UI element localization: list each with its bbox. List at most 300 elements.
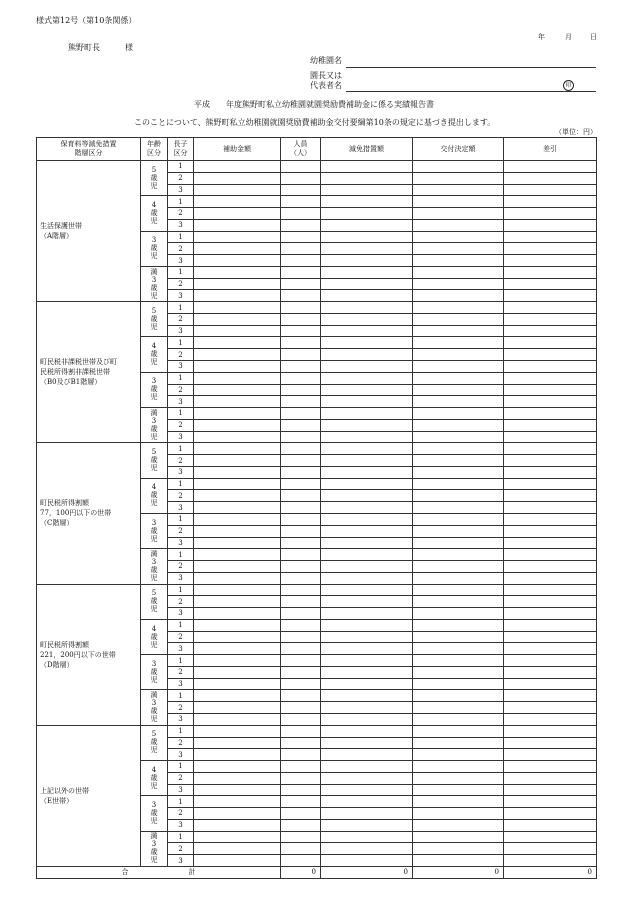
difference-input[interactable] [504,690,597,702]
difference-input[interactable] [504,819,597,831]
decided-input[interactable] [413,678,504,690]
reduction-input[interactable] [321,396,413,408]
persons-input[interactable] [281,843,321,855]
decided-input[interactable] [413,525,504,537]
subsidy-input[interactable] [194,808,281,820]
persons-input[interactable] [281,490,321,502]
persons-input[interactable] [281,761,321,773]
reduction-input[interactable] [321,184,413,196]
persons-input[interactable] [281,161,321,173]
subsidy-input[interactable] [194,361,281,373]
reduction-input[interactable] [321,772,413,784]
reduction-input[interactable] [321,337,413,349]
reduction-input[interactable] [321,666,413,678]
decided-input[interactable] [413,725,504,737]
persons-input[interactable] [281,243,321,255]
reduction-input[interactable] [321,596,413,608]
reduction-input[interactable] [321,419,413,431]
subsidy-input[interactable] [194,419,281,431]
reduction-input[interactable] [321,737,413,749]
persons-input[interactable] [281,796,321,808]
persons-input[interactable] [281,478,321,490]
decided-input[interactable] [413,737,504,749]
persons-input[interactable] [281,302,321,314]
reduction-input[interactable] [321,643,413,655]
subsidy-input[interactable] [194,161,281,173]
persons-input[interactable] [281,631,321,643]
decided-input[interactable] [413,325,504,337]
persons-input[interactable] [281,808,321,820]
subsidy-input[interactable] [194,549,281,561]
persons-input[interactable] [281,690,321,702]
reduction-input[interactable] [321,196,413,208]
persons-input[interactable] [281,584,321,596]
subsidy-input[interactable] [194,372,281,384]
decided-input[interactable] [413,243,504,255]
persons-input[interactable] [281,431,321,443]
difference-input[interactable] [504,643,597,655]
difference-input[interactable] [504,772,597,784]
persons-input[interactable] [281,231,321,243]
difference-input[interactable] [504,549,597,561]
difference-input[interactable] [504,525,597,537]
difference-input[interactable] [504,608,597,620]
difference-input[interactable] [504,831,597,843]
subsidy-input[interactable] [194,537,281,549]
subsidy-input[interactable] [194,761,281,773]
difference-input[interactable] [504,172,597,184]
persons-input[interactable] [281,655,321,667]
reduction-input[interactable] [321,290,413,302]
difference-input[interactable] [504,666,597,678]
persons-input[interactable] [281,525,321,537]
subsidy-input[interactable] [194,690,281,702]
reduction-input[interactable] [321,325,413,337]
persons-input[interactable] [281,208,321,220]
subsidy-input[interactable] [194,737,281,749]
persons-input[interactable] [281,737,321,749]
subsidy-input[interactable] [194,513,281,525]
decided-input[interactable] [413,455,504,467]
persons-input[interactable] [281,372,321,384]
subsidy-input[interactable] [194,784,281,796]
difference-input[interactable] [504,196,597,208]
difference-input[interactable] [504,596,597,608]
decided-input[interactable] [413,619,504,631]
reduction-input[interactable] [321,819,413,831]
subsidy-input[interactable] [194,219,281,231]
reduction-input[interactable] [321,384,413,396]
difference-input[interactable] [504,266,597,278]
persons-input[interactable] [281,643,321,655]
difference-input[interactable] [504,337,597,349]
subsidy-input[interactable] [194,796,281,808]
difference-input[interactable] [504,502,597,514]
persons-input[interactable] [281,619,321,631]
reduction-input[interactable] [321,572,413,584]
subsidy-input[interactable] [194,196,281,208]
reduction-input[interactable] [321,655,413,667]
difference-input[interactable] [504,290,597,302]
reduction-input[interactable] [321,725,413,737]
subsidy-input[interactable] [194,702,281,714]
difference-input[interactable] [504,855,597,867]
persons-input[interactable] [281,290,321,302]
subsidy-input[interactable] [194,231,281,243]
decided-input[interactable] [413,572,504,584]
reduction-input[interactable] [321,408,413,420]
decided-input[interactable] [413,819,504,831]
decided-input[interactable] [413,761,504,773]
decided-input[interactable] [413,596,504,608]
subsidy-input[interactable] [194,313,281,325]
subsidy-input[interactable] [194,843,281,855]
subsidy-input[interactable] [194,772,281,784]
persons-input[interactable] [281,784,321,796]
difference-input[interactable] [504,396,597,408]
persons-input[interactable] [281,313,321,325]
difference-input[interactable] [504,513,597,525]
decided-input[interactable] [413,396,504,408]
reduction-input[interactable] [321,431,413,443]
difference-input[interactable] [504,843,597,855]
difference-input[interactable] [504,184,597,196]
subsidy-input[interactable] [194,608,281,620]
reduction-input[interactable] [321,549,413,561]
subsidy-input[interactable] [194,666,281,678]
difference-input[interactable] [504,631,597,643]
decided-input[interactable] [413,161,504,173]
decided-input[interactable] [413,478,504,490]
decided-input[interactable] [413,184,504,196]
subsidy-input[interactable] [194,302,281,314]
difference-input[interactable] [504,302,597,314]
decided-input[interactable] [413,419,504,431]
difference-input[interactable] [504,490,597,502]
persons-input[interactable] [281,725,321,737]
decided-input[interactable] [413,337,504,349]
reduction-input[interactable] [321,749,413,761]
reduction-input[interactable] [321,478,413,490]
subsidy-input[interactable] [194,396,281,408]
reduction-input[interactable] [321,255,413,267]
difference-input[interactable] [504,384,597,396]
difference-input[interactable] [504,737,597,749]
decided-input[interactable] [413,713,504,725]
persons-input[interactable] [281,702,321,714]
decided-input[interactable] [413,290,504,302]
decided-input[interactable] [413,361,504,373]
difference-input[interactable] [504,208,597,220]
difference-input[interactable] [504,702,597,714]
subsidy-input[interactable] [194,349,281,361]
reduction-input[interactable] [321,690,413,702]
reduction-input[interactable] [321,713,413,725]
kindergarten-name-field[interactable] [346,67,596,68]
persons-input[interactable] [281,278,321,290]
reduction-input[interactable] [321,761,413,773]
persons-input[interactable] [281,184,321,196]
decided-input[interactable] [413,796,504,808]
difference-input[interactable] [504,408,597,420]
persons-input[interactable] [281,396,321,408]
decided-input[interactable] [413,666,504,678]
persons-input[interactable] [281,361,321,373]
reduction-input[interactable] [321,231,413,243]
subsidy-input[interactable] [194,431,281,443]
decided-input[interactable] [413,443,504,455]
persons-input[interactable] [281,419,321,431]
decided-input[interactable] [413,749,504,761]
persons-input[interactable] [281,537,321,549]
persons-input[interactable] [281,572,321,584]
persons-input[interactable] [281,172,321,184]
decided-input[interactable] [413,549,504,561]
difference-input[interactable] [504,431,597,443]
difference-input[interactable] [504,313,597,325]
difference-input[interactable] [504,749,597,761]
difference-input[interactable] [504,713,597,725]
persons-input[interactable] [281,855,321,867]
decided-input[interactable] [413,772,504,784]
decided-input[interactable] [413,172,504,184]
subsidy-input[interactable] [194,713,281,725]
difference-input[interactable] [504,584,597,596]
difference-input[interactable] [504,478,597,490]
reduction-input[interactable] [321,855,413,867]
subsidy-input[interactable] [194,455,281,467]
subsidy-input[interactable] [194,290,281,302]
decided-input[interactable] [413,208,504,220]
reduction-input[interactable] [321,490,413,502]
difference-input[interactable] [504,761,597,773]
subsidy-input[interactable] [194,208,281,220]
difference-input[interactable] [504,466,597,478]
difference-input[interactable] [504,372,597,384]
persons-input[interactable] [281,666,321,678]
subsidy-input[interactable] [194,255,281,267]
subsidy-input[interactable] [194,855,281,867]
difference-input[interactable] [504,678,597,690]
reduction-input[interactable] [321,619,413,631]
persons-input[interactable] [281,596,321,608]
representative-name-field[interactable] [346,91,596,92]
decided-input[interactable] [413,313,504,325]
difference-input[interactable] [504,361,597,373]
decided-input[interactable] [413,255,504,267]
subsidy-input[interactable] [194,725,281,737]
subsidy-input[interactable] [194,678,281,690]
reduction-input[interactable] [321,349,413,361]
difference-input[interactable] [504,349,597,361]
decided-input[interactable] [413,466,504,478]
difference-input[interactable] [504,325,597,337]
difference-input[interactable] [504,572,597,584]
subsidy-input[interactable] [194,325,281,337]
difference-input[interactable] [504,255,597,267]
persons-input[interactable] [281,513,321,525]
subsidy-input[interactable] [194,584,281,596]
decided-input[interactable] [413,431,504,443]
persons-input[interactable] [281,196,321,208]
decided-input[interactable] [413,278,504,290]
persons-input[interactable] [281,455,321,467]
decided-input[interactable] [413,408,504,420]
persons-input[interactable] [281,549,321,561]
reduction-input[interactable] [321,513,413,525]
reduction-input[interactable] [321,208,413,220]
reduction-input[interactable] [321,796,413,808]
decided-input[interactable] [413,608,504,620]
persons-input[interactable] [281,502,321,514]
subsidy-input[interactable] [194,749,281,761]
subsidy-input[interactable] [194,619,281,631]
subsidy-input[interactable] [194,643,281,655]
decided-input[interactable] [413,631,504,643]
subsidy-input[interactable] [194,243,281,255]
decided-input[interactable] [413,655,504,667]
subsidy-input[interactable] [194,831,281,843]
reduction-input[interactable] [321,808,413,820]
reduction-input[interactable] [321,831,413,843]
subsidy-input[interactable] [194,572,281,584]
decided-input[interactable] [413,643,504,655]
subsidy-input[interactable] [194,655,281,667]
subsidy-input[interactable] [194,631,281,643]
reduction-input[interactable] [321,372,413,384]
decided-input[interactable] [413,831,504,843]
difference-input[interactable] [504,278,597,290]
difference-input[interactable] [504,231,597,243]
subsidy-input[interactable] [194,819,281,831]
persons-input[interactable] [281,819,321,831]
decided-input[interactable] [413,702,504,714]
difference-input[interactable] [504,443,597,455]
persons-input[interactable] [281,219,321,231]
reduction-input[interactable] [321,678,413,690]
subsidy-input[interactable] [194,384,281,396]
reduction-input[interactable] [321,525,413,537]
reduction-input[interactable] [321,266,413,278]
decided-input[interactable] [413,784,504,796]
difference-input[interactable] [504,725,597,737]
decided-input[interactable] [413,690,504,702]
decided-input[interactable] [413,231,504,243]
difference-input[interactable] [504,243,597,255]
subsidy-input[interactable] [194,478,281,490]
persons-input[interactable] [281,266,321,278]
difference-input[interactable] [504,561,597,573]
reduction-input[interactable] [321,502,413,514]
subsidy-input[interactable] [194,525,281,537]
decided-input[interactable] [413,502,504,514]
subsidy-input[interactable] [194,443,281,455]
decided-input[interactable] [413,372,504,384]
reduction-input[interactable] [321,361,413,373]
reduction-input[interactable] [321,172,413,184]
subsidy-input[interactable] [194,408,281,420]
subsidy-input[interactable] [194,278,281,290]
decided-input[interactable] [413,855,504,867]
difference-input[interactable] [504,655,597,667]
persons-input[interactable] [281,749,321,761]
decided-input[interactable] [413,513,504,525]
decided-input[interactable] [413,384,504,396]
subsidy-input[interactable] [194,337,281,349]
reduction-input[interactable] [321,702,413,714]
subsidy-input[interactable] [194,502,281,514]
subsidy-input[interactable] [194,184,281,196]
difference-input[interactable] [504,808,597,820]
reduction-input[interactable] [321,608,413,620]
reduction-input[interactable] [321,843,413,855]
reduction-input[interactable] [321,455,413,467]
decided-input[interactable] [413,537,504,549]
reduction-input[interactable] [321,561,413,573]
persons-input[interactable] [281,713,321,725]
difference-input[interactable] [504,161,597,173]
reduction-input[interactable] [321,313,413,325]
reduction-input[interactable] [321,466,413,478]
persons-input[interactable] [281,384,321,396]
persons-input[interactable] [281,443,321,455]
reduction-input[interactable] [321,443,413,455]
persons-input[interactable] [281,608,321,620]
reduction-input[interactable] [321,278,413,290]
reduction-input[interactable] [321,219,413,231]
difference-input[interactable] [504,619,597,631]
decided-input[interactable] [413,302,504,314]
subsidy-input[interactable] [194,172,281,184]
persons-input[interactable] [281,772,321,784]
decided-input[interactable] [413,196,504,208]
decided-input[interactable] [413,490,504,502]
reduction-input[interactable] [321,784,413,796]
decided-input[interactable] [413,843,504,855]
difference-input[interactable] [504,784,597,796]
reduction-input[interactable] [321,537,413,549]
persons-input[interactable] [281,561,321,573]
subsidy-input[interactable] [194,490,281,502]
difference-input[interactable] [504,455,597,467]
reduction-input[interactable] [321,302,413,314]
difference-input[interactable] [504,219,597,231]
subsidy-input[interactable] [194,266,281,278]
decided-input[interactable] [413,561,504,573]
persons-input[interactable] [281,831,321,843]
difference-input[interactable] [504,796,597,808]
difference-input[interactable] [504,537,597,549]
persons-input[interactable] [281,255,321,267]
persons-input[interactable] [281,408,321,420]
persons-input[interactable] [281,349,321,361]
decided-input[interactable] [413,808,504,820]
decided-input[interactable] [413,266,504,278]
persons-input[interactable] [281,325,321,337]
persons-input[interactable] [281,678,321,690]
decided-input[interactable] [413,349,504,361]
reduction-input[interactable] [321,631,413,643]
subsidy-input[interactable] [194,561,281,573]
difference-input[interactable] [504,419,597,431]
subsidy-input[interactable] [194,596,281,608]
reduction-input[interactable] [321,584,413,596]
reduction-input[interactable] [321,243,413,255]
persons-input[interactable] [281,466,321,478]
decided-input[interactable] [413,219,504,231]
persons-input[interactable] [281,337,321,349]
subsidy-input[interactable] [194,466,281,478]
